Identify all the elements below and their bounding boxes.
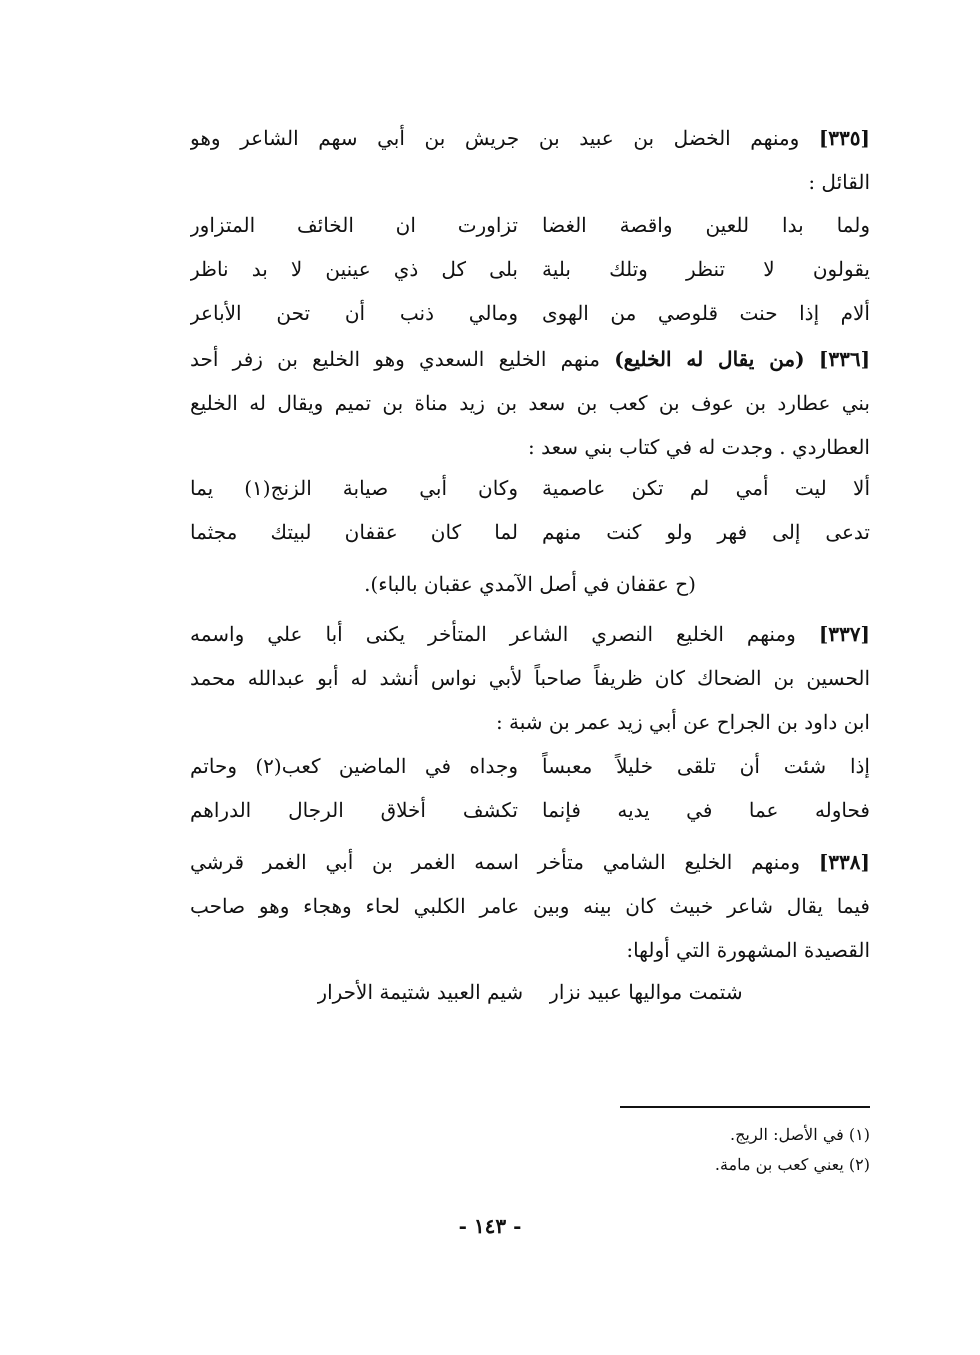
entry-338-number: [٣٣٨] bbox=[818, 850, 870, 874]
verse-second-hemistich: تكشف أخلاق الرجال الدراهم bbox=[190, 798, 518, 822]
entry-335 bbox=[190, 116, 870, 204]
entry-335-number: [٣٣٥] bbox=[818, 126, 870, 150]
verse-line bbox=[190, 744, 870, 788]
entry-336-heading: (من يقال له الخليع) bbox=[614, 347, 805, 371]
entry-336-line-3: العطاردي . وجدت له في كتاب بني سعد : bbox=[527, 435, 870, 459]
verse-second-hemistich: لما كان عقفان لبيتك مجثما bbox=[190, 520, 518, 544]
verse-first-hemistich: يقولون لا تنظر وتلك بلية bbox=[542, 257, 870, 281]
footnote-2: (٢) يعني كعب بن مامة. bbox=[714, 1155, 870, 1174]
entry-336-text: منهم الخليع السعدي وهو الخليع بن زفر أحد bbox=[190, 347, 600, 371]
verse-line bbox=[190, 203, 870, 247]
verse-line bbox=[190, 466, 870, 510]
verse-line bbox=[190, 970, 870, 1014]
verse-first-hemistich: تدعى إلى فهر ولو كنت منهم bbox=[542, 520, 870, 544]
entry-337-line-3: ابن داود بن الجراح عن أبي زيد عمر بن شبة : bbox=[495, 710, 870, 734]
entry-335-text: ومنهم الخضل بن عبيد بن جريش بن أبي سهم الشاعر وهو bbox=[190, 126, 800, 150]
entry-337-text: ومنهم الخليع النصري الشاعر المتأخر يكنى أبا علي واسمه bbox=[190, 622, 796, 646]
footnote-separator bbox=[620, 1106, 870, 1108]
entry-337-line-2: الحسين بن الضحاك كان ظريفاً صاحباً لأبي نواس أنشد له أبو عبدالله محمد bbox=[190, 666, 870, 690]
entry-336-line-2: بني عطارد بن عوف بن كعب بن سعد بن زيد مناة بن تميم ويقال له الخليع bbox=[190, 391, 870, 415]
verse-first-hemistich: شتمت مواليها عبيد نزار bbox=[549, 980, 743, 1004]
verse-second-hemistich: بلى كل ذي عينين لا بد ناظر bbox=[190, 257, 518, 281]
entry-337-number: [٣٣٧] bbox=[818, 622, 870, 646]
footnote-1: (١) في الأصل: الريج. bbox=[729, 1125, 870, 1144]
verse-line bbox=[190, 291, 870, 335]
entry-337-line-1 bbox=[190, 612, 870, 656]
poem-337 bbox=[190, 744, 870, 832]
entry-335-line-2: القائل : bbox=[808, 170, 870, 194]
entry-336-number: [٣٣٦] bbox=[818, 347, 870, 371]
verse-second-hemistich: شيم العبيد شتيمة الأحرار bbox=[317, 980, 524, 1004]
verse-line bbox=[190, 510, 870, 554]
entry-336 bbox=[190, 337, 870, 469]
poem-335 bbox=[190, 203, 870, 335]
entry-337 bbox=[190, 612, 870, 744]
entry-338-line-1 bbox=[190, 840, 870, 884]
verse-second-hemistich: وجداه في الماضين كعب(٢) وحاتم bbox=[190, 754, 518, 778]
verse-second-hemistich: ومالي ذنب أن تحن الأباعر bbox=[190, 301, 518, 325]
verse-second-hemistich: تزاورت ان الخائف المتزاور bbox=[190, 213, 518, 237]
editor-note: (ح عقفان في أصل الآمدي عقبان بالباء). bbox=[364, 572, 696, 596]
footnotes bbox=[470, 1120, 870, 1180]
entry-338-text: ومنهم الخليع الشامي متأخر اسمه الغمر بن أبي الغمر قرشي bbox=[190, 850, 801, 874]
poem-338 bbox=[190, 970, 870, 1014]
verse-line bbox=[190, 788, 870, 832]
verse-line bbox=[190, 247, 870, 291]
entry-338 bbox=[190, 840, 870, 972]
verse-first-hemistich: فحاوله عما في يديه فإنما bbox=[542, 798, 870, 822]
entry-335-line-1 bbox=[190, 116, 870, 160]
verse-first-hemistich: ألا ليت أمي لم تكن عاصمية bbox=[542, 476, 870, 500]
page-number: - ١٤٣ - bbox=[458, 1214, 522, 1238]
entry-336-line-1 bbox=[190, 337, 870, 381]
poem-336 bbox=[190, 466, 870, 554]
verse-second-hemistich: وكان أبي صيابة الزنج(١) يما bbox=[190, 476, 518, 500]
verse-first-hemistich: ألام إذا حنت قلوصي من الهوى bbox=[542, 301, 870, 325]
entry-338-line-3: القصيدة المشهورة التي أولها: bbox=[626, 938, 870, 962]
verse-first-hemistich: ولما بدا للعين واقصة الغضا bbox=[542, 213, 870, 237]
entry-338-line-2: فيما يقال شاعر خبيث كان بينه وبين عامر الكلبي لحاء وهجاء وهو صاحب bbox=[190, 894, 870, 918]
verse-first-hemistich: إذا شئت أن تلقى خليلاً معبساً bbox=[542, 754, 870, 778]
